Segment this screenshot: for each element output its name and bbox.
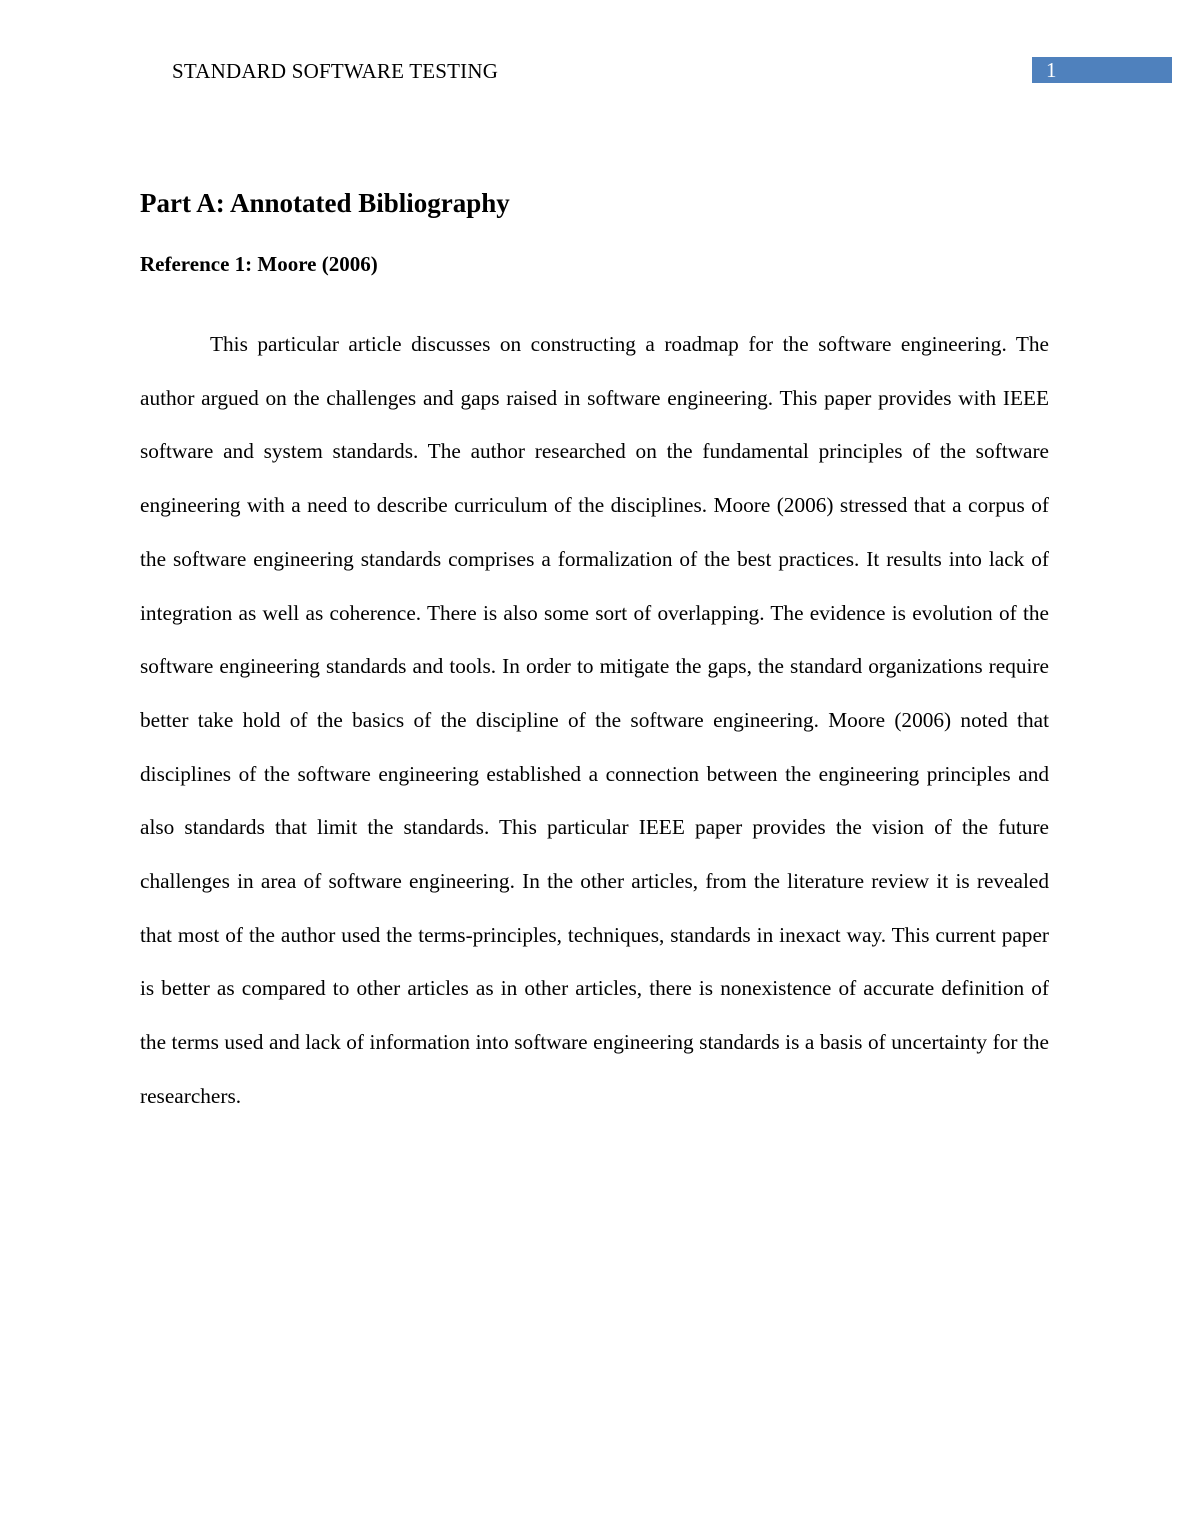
reference-heading: Reference 1: Moore (2006) bbox=[140, 252, 378, 276]
section-title: Part A: Annotated Bibliography bbox=[140, 188, 510, 218]
page-number: 1 bbox=[1046, 58, 1057, 82]
running-head: STANDARD SOFTWARE TESTING bbox=[172, 59, 499, 83]
page-number-box bbox=[1032, 57, 1172, 83]
annotation-paragraph: This particular article discusses on constructing a roadmap for the software engineering. The author argued on the challenges and gaps raised in software engineering. This paper provides with IEEE software and system standards. The author researched on the fundamental principles of the software engineering with a need to describe curriculum of the disciplines. Moore (2006) stressed that a corpus of the software engineering standards comprises a formalization of the best practices. It results into lack of integration as well as coherence. There is also some sort of overlapping. The evidence is evolution of the software engineering standards and tools. In order to mitigate the gaps, the standard organizations require better take hold of the basics of the discipline of the software engineering. Moore (2006) noted that disciplines of the software engineering established a connection between the engineering principles and also standards that limit the standards. This particular IEEE paper provides the vision of the future challenges in area of software engineering. In the other articles, from the literature review it is revealed that most of the author used the terms-principles, techniques, standards in inexact way. This current paper is better as compared to other articles as in other articles, there is nonexistence of accurate definition of the terms used and lack of information into software engineering standards is a basis of uncertainty for the researchers. bbox=[140, 332, 1049, 1108]
